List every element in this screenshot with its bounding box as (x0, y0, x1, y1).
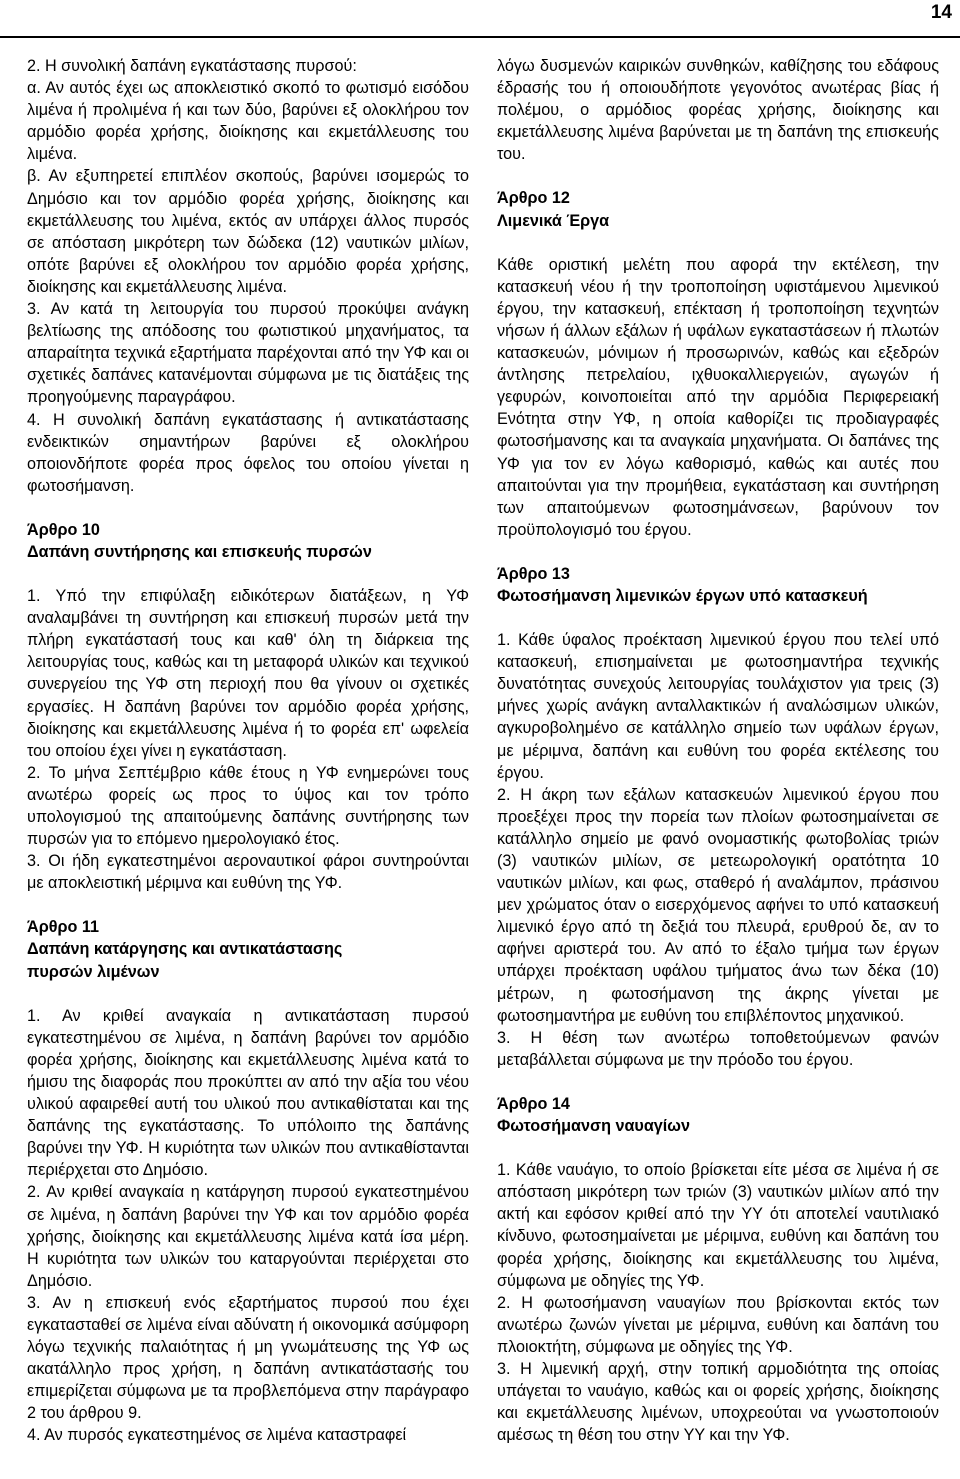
paragraph: 1. Κάθε ύφαλος προέκταση λιμενικού έργου που τελεί υπό κατασκευή, επισημαίνεται με φωτοσημαντήρα τεχνικής δυνατότητας συνεχούς λειτουργίας τουλάχιστον για τρεις (3) μήνες χωρίς ανάγκη ανταλλακτικών ή αναλώσιμων υλικών, αγκυροβολημένο σε κατάλληλο σημείο των υφάλων έργων, με μέριμνα, δαπάνη και ευθύνη του φορέα εκτέλεσης του έργου. (497, 631, 939, 782)
paragraph: Κάθε οριστική μελέτη που αφορά την εκτέλεση, την κατασκευή νέου ή την τροποποίηση υφιστάμενου λιμενικού έργου, την κατασκευή, επέκταση ή τροποποίηση τεχνητών νήσων ή άλλων εξάλων ή υφάλων εγκαταστάσεων ή πλωτών κατασκευών, μόνιμων ή προσωρινών, καθώς και εξεδρών άντλησης πετρελαίου, ιχθυοκαλλιεργειών, αγωγών ή γεφυρών, κοινοποιείται από την αρμόδια Περιφερειακή Ενότητα στην ΥΦ, η οποία καθορίζει τις προδιαγραφές φωτοσήμανσης και τα αναγκαία μηχανήματα. Οι δαπάνες της ΥΦ για τον εν λόγω καθορισμό, καθώς και αυτές που απαιτούνται για την προμήθεια, εγκατάσταση και συντήρηση των απαιτούμενων φωτοσημάνσεων, βαρύνουν τον προϋπολογισμό του έργου. (497, 255, 939, 539)
paragraph: 2. Αν κριθεί αναγκαία η κατάργηση πυρσού εγκατεστημένου σε λιμένα, η δαπάνη βαρύνει την ΥΦ και τον αρμόδιο φορέα χρήσης, διοίκησης και εκμετάλλευσης λιμένα κατά ίσα μέρη. Η κυριότητα των υλικών του καταργούνται περιέρχεται στο Δημόσιο. (27, 1183, 469, 1290)
paragraph: 2. Η συνολική δαπάνη εγκατάστασης πυρσού: α. Αν αυτός έχει ως αποκλειστικό σκοπό το φωτισμό εισόδου λιμένα ή προλιμένα ή και των δύο, βαρύνει εξ ολοκλήρου τον αρμόδιο φορέα χρήσης, διοίκησης και εκμετάλλευσης του λιμένα. (27, 57, 469, 164)
paragraph: 1. Κάθε ναυάγιο, το οποίο βρίσκεται είτε μέσα σε λιμένα ή σε απόσταση μικρότερη των τριών (3) ναυτικών μιλίων από την ακτή και εφόσον κριθεί από την ΥΥ ότι αποτελεί ναυτιλιακό κίνδυνο, φωτοσημαίνεται με μέριμνα, ευθύνη και δαπάνη του φορέα χρήσης, διοίκησης και εκμετάλλευσης του λιμένα, σύμφωνα με οδηγίες της ΥΦ. (497, 1161, 939, 1290)
right-column (497, 55, 939, 1446)
paragraph: 1. Αν κριθεί αναγκαία η αντικατάσταση πυρσού εγκατεστημένου σε λιμένα, η δαπάνη βαρύνει τον αρμόδιο φορέα χρήσης, διοίκησης και εκμετάλλευσης λιμένα κατά το ήμισυ της διαφοράς που προκύπτει αν από την αξία του νέου υλικού αφαιρεθεί αυτή του υλικού που αντικαθίσταται και της δαπάνης της εγκατάστασης. Το υπόλοιπο της δαπάνης βαρύνει την ΥΦ. Η κυριότητα των υλικών που αντικαθίστανται περιέρχεται στο Δημόσιο. (27, 1006, 469, 1180)
article-title: Άρθρο 12 Λιμενικά Έργα (497, 189, 610, 230)
paragraph: 2. Η φωτοσήμανση ναυαγίων που βρίσκονται εκτός των ανωτέρω ζωνών γίνεται με μέριμνα, ευθύνη και δαπάνη του πλοιοκτήτη, σύμφωνα με οδηγίες της ΥΦ. (497, 1293, 939, 1356)
paragraph: 2. Η άκρη των εξάλων κατασκευών λιμενικού έργου που προεξέχει προς την πορεία των πλοίων φωτοσημαίνεται σε κατάλληλο σημείο με φανό ονομαστικής φωτοβολίας τριών (3) ναυτικών μιλίων, σε μετεωρολογική ορατότητα 10 ναυτικών μιλίων, και φως, σταθερό ή αναλάμπον, πράσινου μεν χρώματος όταν ο εισερχόμενος αφήνει το υπό κατασκευή λιμενικό έργο από τη δεξιά του πλευρά, ερυθρού δε, αν το αφήνει αριστερά του. Αν από το έξαλο τμήμα των έργων υπάρχει προέκταση υφάλου τμήματος άνω των δέκα (10) μέτρων, η φωτοσήμανση της άκρης γίνεται με φωτοσημαντήρα με ευθύνη του επιβλέποντος μηχανικού. (497, 785, 939, 1025)
paragraph: 3. Αν κατά τη λειτουργία του πυρσού προκύψει ανάγκη βελτίωσης της απόδοσης του φωτιστικού μηχανήματος, τα απαραίτητα τεχνικά εξαρτήματα παρέχονται από την ΥΦ και οι σχετικές δαπάνες κατανέμονται σύμφωνα με τις διατάξεις της προηγούμενης παραγράφου. (27, 300, 469, 407)
page-number: 14 (930, 2, 952, 23)
paragraph: 3. Αν η επισκευή ενός εξαρτήματος πυρσού που έχει εγκατασταθεί σε λιμένα είναι αδύνατη ή οικονομικά ασύμφορη λόγω τεχνικής παλαιότητας ή μη γνωμάτευσης της ΥΦ ως ακατάλληλο προς χρήση, η δαπάνη αντικατάστασής του επιμερίζεται σύμφωνα με τα προβλεπόμενα στην παράγραφο 2 του άρθρου 9. (27, 1293, 469, 1423)
paragraph: 3. Οι ήδη εγκατεστημένοι αεροναυτικοί φάροι συντηρούνται με αποκλειστική μέριμνα και ευθύνη της ΥΦ. (27, 852, 469, 893)
article-title: Άρθρο 10 Δαπάνη συντήρησης και επισκευής πυρσών (27, 520, 372, 561)
article-title: Άρθρο 13 Φωτοσήμανση λιμενικών έργων υπό κατασκευή (497, 564, 868, 605)
paragraph: 2. Το μήνα Σεπτέμβριο κάθε έτους η ΥΦ ενημερώνει τους ανωτέρω φορείς ως προς το ύψος και τον τρόπο υπολογισμού της απαιτούμενης δαπάνης συντήρησης των πυρσών για το επόμενο ημερολογιακό έτος. (27, 763, 469, 849)
article-title: Άρθρο 14 Φωτοσήμανση ναυαγίων (497, 1094, 690, 1136)
paragraph: 4. Η συνολική δαπάνη εγκατάστασης ή αντικατάστασης ενδεικτικών σημαντήρων βαρύνει εξ ολοκλήρου οποιονδήποτε φορέα προς όφελος του οποίου γίνεται η φωτοσήμανση. (27, 410, 469, 495)
paragraph: 1. Υπό την επιφύλαξη ειδικότερων διατάξεων, η ΥΦ αναλαμβάνει τη συντήρηση και επισκευή πυρσών μετά την πλήρη εγκατάστασή τους και καθ' όλη τη διάρκεια της λειτουργίας τους, καθώς και τη μεταφορά υλικών και τεχνικού συνεργείου της ΥΦ στη περιοχή που θα γίνουν οι σχετικές εργασίες. Η δαπάνη βαρύνει τον αρμόδιο φορέα χρήσης, διοίκησης και εκμετάλλευσης λιμένα ή το φορέα επ' ωφελεία του οποίου έχει γίνει η εγκατάσταση. (27, 587, 469, 760)
paragraph: 3. Η λιμενική αρχή, στην τοπική αρμοδιότητα της οποίας υπάγεται το ναυάγιο, καθώς και οι φορείς χρήσης, διοίκησης και εκμετάλλευσης λιμένων, υποχρεούται να γνωστοποιούν αμέσως τη θέση του στην ΥΥ και την ΥΦ. (497, 1359, 939, 1445)
paragraph: 4. Αν πυρσός εγκατεστημένος σε λιμένα καταστραφεί (27, 1426, 407, 1445)
left-column (27, 55, 469, 1447)
page-header (0, 0, 960, 38)
paragraph: 3. Η θέση των ανωτέρω τοποθετούμενων φανών μεταβάλλεται σύμφωνα με την πρόοδο του έργου. (497, 1028, 939, 1069)
paragraph: β. Αν εξυπηρετεί επιπλέον σκοπούς, βαρύνει ισομερώς το Δημόσιο και τον αρμόδιο φορέα χρήσης, διοίκησης και εκμετάλλευσης του λιμένα, εκτός αν υπάρχει άλλος πυρσός σε απόσταση μικρότερη των δώδεκα (12) ναυτικών μιλίων, οπότε βαρύνει εξ ολοκλήρου τον αρμόδιο φορέα χρήσης, διοίκησης και εκμετάλλευσης λιμένα. (27, 167, 469, 296)
article-title: Άρθρο 11 Δαπάνη κατάργησης και αντικατάστασης πυρσών λιμένων (27, 918, 343, 981)
paragraph: λόγω δυσμενών καιρικών συνθηκών, καθίζησης του εδάφους έδρασής του ή οποιουδήποτε γεγονότος ανωτέρας βίας ή πολέμου, ο αρμόδιος φορέας χρήσης, διοίκησης και εκμετάλλευσης λιμένα βαρύνεται με τη δαπάνη της επισκευής του. (497, 57, 939, 164)
